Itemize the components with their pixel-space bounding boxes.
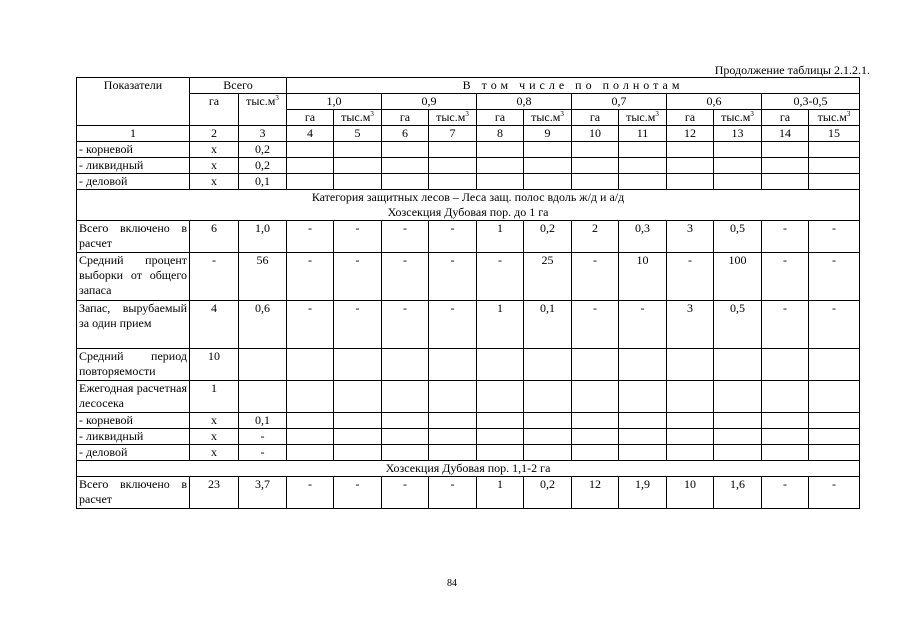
header-density-2: 0,9 <box>382 94 477 110</box>
category-row <box>77 190 860 221</box>
table-row <box>77 429 860 445</box>
table-cell: 0,3 <box>619 221 667 253</box>
table-row <box>77 413 860 429</box>
column-number: 11 <box>619 126 667 142</box>
header-density-5: 0,6 <box>667 94 762 110</box>
table-cell: 4 <box>190 301 239 349</box>
table-cell <box>762 349 809 381</box>
table-cell <box>429 429 477 445</box>
table-row <box>77 174 860 190</box>
table-cell <box>287 158 334 174</box>
row-label: Ежегодная расчетная лесосека <box>77 381 190 413</box>
table-cell <box>524 349 572 381</box>
table-cell <box>572 349 619 381</box>
column-number: 14 <box>762 126 809 142</box>
table-cell: - <box>190 253 239 301</box>
table-cell: - <box>382 301 429 349</box>
table-cell: 100 <box>714 253 762 301</box>
table-cell <box>809 142 860 158</box>
table-cell <box>429 445 477 461</box>
table-cell <box>524 429 572 445</box>
table-cell <box>429 381 477 413</box>
table-cell <box>809 349 860 381</box>
table-cell: х <box>190 429 239 445</box>
table-cell <box>382 429 429 445</box>
table-cell: 6 <box>190 221 239 253</box>
table-cell <box>429 349 477 381</box>
category-block <box>77 190 860 221</box>
table-cell <box>809 429 860 445</box>
table-cell <box>334 381 382 413</box>
table-cell: - <box>809 253 860 301</box>
table-cell <box>382 349 429 381</box>
table-cell <box>667 158 714 174</box>
table-cell: - <box>572 253 619 301</box>
table-cell <box>429 413 477 429</box>
table-cell <box>287 174 334 190</box>
table-cell <box>382 142 429 158</box>
table-cell: х <box>190 413 239 429</box>
table-cell: 3 <box>667 301 714 349</box>
table-cell <box>334 174 382 190</box>
table-cell: 0,2 <box>524 477 572 509</box>
table-cell <box>477 445 524 461</box>
table-cell: - <box>762 221 809 253</box>
header-unit-ha: га <box>762 110 809 126</box>
table-cell <box>382 413 429 429</box>
header-total-thous: $тыс.м^3$ <box>239 94 287 126</box>
table-cell: - <box>762 253 809 301</box>
table-row <box>77 349 860 381</box>
table-cell <box>714 158 762 174</box>
table-cell: 12 <box>572 477 619 509</box>
table-cell <box>429 142 477 158</box>
table-cell: - <box>334 301 382 349</box>
column-number: 4 <box>287 126 334 142</box>
table-cell <box>239 349 287 381</box>
header-unit-thous: $тыс.м^3$ <box>524 110 572 126</box>
table-cell <box>667 445 714 461</box>
table-cell: - <box>334 221 382 253</box>
table-cell: 10 <box>190 349 239 381</box>
section2-title-row <box>77 461 860 477</box>
table-cell <box>429 158 477 174</box>
header-unit-thous: $тыс.м^3$ <box>429 110 477 126</box>
table-cell: 10 <box>667 477 714 509</box>
table-cell: 1,0 <box>239 221 287 253</box>
table-cell <box>477 158 524 174</box>
row-label: - корневой <box>77 142 190 158</box>
table-cell: 1 <box>477 477 524 509</box>
table-cell: 3 <box>667 221 714 253</box>
table-cell <box>382 174 429 190</box>
table-cell <box>619 349 667 381</box>
table-cell: - <box>382 221 429 253</box>
table-cell <box>619 445 667 461</box>
table-cell <box>477 413 524 429</box>
table-cell: 25 <box>524 253 572 301</box>
row-label: - корневой <box>77 413 190 429</box>
table-cell <box>809 174 860 190</box>
table-cell <box>287 381 334 413</box>
header-unit-thous: $тыс.м^3$ <box>619 110 667 126</box>
table-cell <box>572 174 619 190</box>
table-cell <box>619 174 667 190</box>
table-cell: х <box>190 142 239 158</box>
header-density-1: 1,0 <box>287 94 382 110</box>
table-cell: - <box>619 301 667 349</box>
table-row <box>77 158 860 174</box>
column-number: 10 <box>572 126 619 142</box>
table-cell: 3,7 <box>239 477 287 509</box>
table-cell: 0,1 <box>239 413 287 429</box>
table-cell <box>714 142 762 158</box>
table-cell <box>334 413 382 429</box>
header-by-density: В том числе по полнотам <box>287 78 860 94</box>
table-cell <box>382 445 429 461</box>
table-cell: 1,9 <box>619 477 667 509</box>
table-cell: - <box>809 301 860 349</box>
table-cell <box>524 381 572 413</box>
table-cell <box>714 445 762 461</box>
row-label: - ликвидный <box>77 158 190 174</box>
table-cell <box>667 429 714 445</box>
table-cell <box>524 413 572 429</box>
table-cell <box>334 142 382 158</box>
header-column-numbers-row <box>77 126 860 142</box>
column-number: 8 <box>477 126 524 142</box>
table-cell <box>572 429 619 445</box>
table-cell: - <box>429 477 477 509</box>
header-unit-thous: $тыс.м^3$ <box>809 110 860 126</box>
table-cell: 1 <box>190 381 239 413</box>
table-cell <box>477 429 524 445</box>
table-cell <box>382 158 429 174</box>
header-unit-ha: га <box>477 110 524 126</box>
page-number: 84 <box>447 578 457 589</box>
table-cell: - <box>572 301 619 349</box>
table-cell <box>667 413 714 429</box>
table-cell: - <box>382 477 429 509</box>
table-cell: - <box>287 253 334 301</box>
row-label: Всего включено в расчет <box>77 221 190 253</box>
column-number: 5 <box>334 126 382 142</box>
column-number: 13 <box>714 126 762 142</box>
table-caption: Продолжение таблицы 2.1.2.1. <box>714 63 870 77</box>
table-cell <box>762 413 809 429</box>
table-cell <box>239 381 287 413</box>
table-cell <box>667 142 714 158</box>
table-cell: 2 <box>572 221 619 253</box>
table-cell: 0,6 <box>239 301 287 349</box>
table-cell <box>572 445 619 461</box>
table-cell <box>572 381 619 413</box>
table-cell: - <box>287 301 334 349</box>
header-unit-ha: га <box>572 110 619 126</box>
table-cell: 1,6 <box>714 477 762 509</box>
table-cell: 0,1 <box>239 174 287 190</box>
table-cell: - <box>382 253 429 301</box>
table-cell <box>667 349 714 381</box>
table-cell: 56 <box>239 253 287 301</box>
table-row <box>77 253 860 301</box>
row-label: - деловой <box>77 174 190 190</box>
section1-title: Хозсекция Дубовая пор. до 1 га <box>387 205 549 219</box>
table-cell <box>714 349 762 381</box>
table-cell <box>287 445 334 461</box>
table-cell <box>619 429 667 445</box>
table-cell: 0,2 <box>239 142 287 158</box>
table-cell <box>524 142 572 158</box>
table-cell: 0,1 <box>524 301 572 349</box>
table-row <box>77 477 860 509</box>
table-cell <box>762 381 809 413</box>
table-cell <box>809 413 860 429</box>
table-cell: - <box>762 477 809 509</box>
header-density-6: 0,3-0,5 <box>762 94 860 110</box>
table-cell <box>287 429 334 445</box>
table-cell <box>477 349 524 381</box>
table-cell: 0,2 <box>524 221 572 253</box>
table-cell: - <box>334 253 382 301</box>
table-cell: 10 <box>619 253 667 301</box>
table-cell <box>334 429 382 445</box>
table-cell: - <box>334 477 382 509</box>
table-cell <box>524 158 572 174</box>
table-cell: 1 <box>477 221 524 253</box>
table-cell <box>714 174 762 190</box>
table-cell: х <box>190 174 239 190</box>
header-unit-ha: га <box>667 110 714 126</box>
table-cell <box>714 413 762 429</box>
table-cell: 0,2 <box>239 158 287 174</box>
table-cell: - <box>429 253 477 301</box>
table-cell <box>762 445 809 461</box>
table-cell <box>714 429 762 445</box>
header-indicators: Показатели <box>77 78 190 126</box>
table-cell <box>619 413 667 429</box>
header-density-3: 0,8 <box>477 94 572 110</box>
column-number: 12 <box>667 126 714 142</box>
table-cell: 0,5 <box>714 301 762 349</box>
table-cell <box>572 142 619 158</box>
table-row <box>77 142 860 158</box>
table-cell: - <box>429 301 477 349</box>
table-cell: - <box>287 477 334 509</box>
table-cell: х <box>190 158 239 174</box>
table-cell <box>809 445 860 461</box>
column-number: 6 <box>382 126 429 142</box>
row-label: Всего включено в расчет <box>77 477 190 509</box>
row-label: Средний процент выборки от общего запаса <box>77 253 190 301</box>
row-label: Средний период повторяемости <box>77 349 190 381</box>
table-cell: - <box>809 221 860 253</box>
row-label: Запас, вырубаемый за один прием <box>77 301 190 349</box>
table-cell: 1 <box>477 301 524 349</box>
table-cell <box>667 174 714 190</box>
table-cell <box>524 445 572 461</box>
table-cell <box>714 381 762 413</box>
row-label: - ликвидный <box>77 429 190 445</box>
table-cell <box>524 174 572 190</box>
forest-data-table <box>76 77 860 509</box>
table-row <box>77 221 860 253</box>
table-cell: - <box>287 221 334 253</box>
table-cell: - <box>667 253 714 301</box>
table-cell <box>667 381 714 413</box>
table-cell: - <box>239 445 287 461</box>
table-row <box>77 381 860 413</box>
table-cell <box>334 349 382 381</box>
table-cell: х <box>190 445 239 461</box>
table-cell <box>572 413 619 429</box>
header-density-4: 0,7 <box>572 94 667 110</box>
table-cell <box>762 158 809 174</box>
column-number: 3 <box>239 126 287 142</box>
table-cell <box>287 142 334 158</box>
table-cell <box>334 158 382 174</box>
column-number: 1 <box>77 126 190 142</box>
table-cell <box>477 142 524 158</box>
table-cell <box>619 381 667 413</box>
header-unit-thous: $тыс.м^3$ <box>334 110 382 126</box>
table-cell: - <box>762 301 809 349</box>
table-cell <box>287 413 334 429</box>
table-cell <box>382 381 429 413</box>
column-number: 2 <box>190 126 239 142</box>
header-unit-thous: $тыс.м^3$ <box>714 110 762 126</box>
table-cell: - <box>477 253 524 301</box>
table-cell <box>762 174 809 190</box>
table-cell: 0,5 <box>714 221 762 253</box>
table-cell: 23 <box>190 477 239 509</box>
column-number: 7 <box>429 126 477 142</box>
table-row <box>77 445 860 461</box>
column-number: 9 <box>524 126 572 142</box>
header-total: Всего <box>190 78 287 94</box>
header-unit-ha: га <box>382 110 429 126</box>
table-row <box>77 301 860 349</box>
table-cell <box>762 142 809 158</box>
header-unit-ha: га <box>287 110 334 126</box>
category-line: Категория защитных лесов – Леса защ. полос вдоль ж/д и а/д <box>311 190 625 204</box>
table-cell <box>287 349 334 381</box>
table-cell <box>809 381 860 413</box>
table-cell <box>477 174 524 190</box>
table-cell <box>334 445 382 461</box>
section2-title: Хозсекция Дубовая пор. 1,1-2 га <box>77 461 860 477</box>
table-cell <box>477 381 524 413</box>
column-number: 15 <box>809 126 860 142</box>
table-cell: - <box>429 221 477 253</box>
table-cell <box>619 158 667 174</box>
table-cell: - <box>239 429 287 445</box>
table-cell <box>619 142 667 158</box>
table-cell <box>572 158 619 174</box>
row-label: - деловой <box>77 445 190 461</box>
header-total-ha: га <box>190 94 239 126</box>
table-cell <box>762 429 809 445</box>
table-cell: - <box>809 477 860 509</box>
table-cell <box>429 174 477 190</box>
table-cell <box>809 158 860 174</box>
